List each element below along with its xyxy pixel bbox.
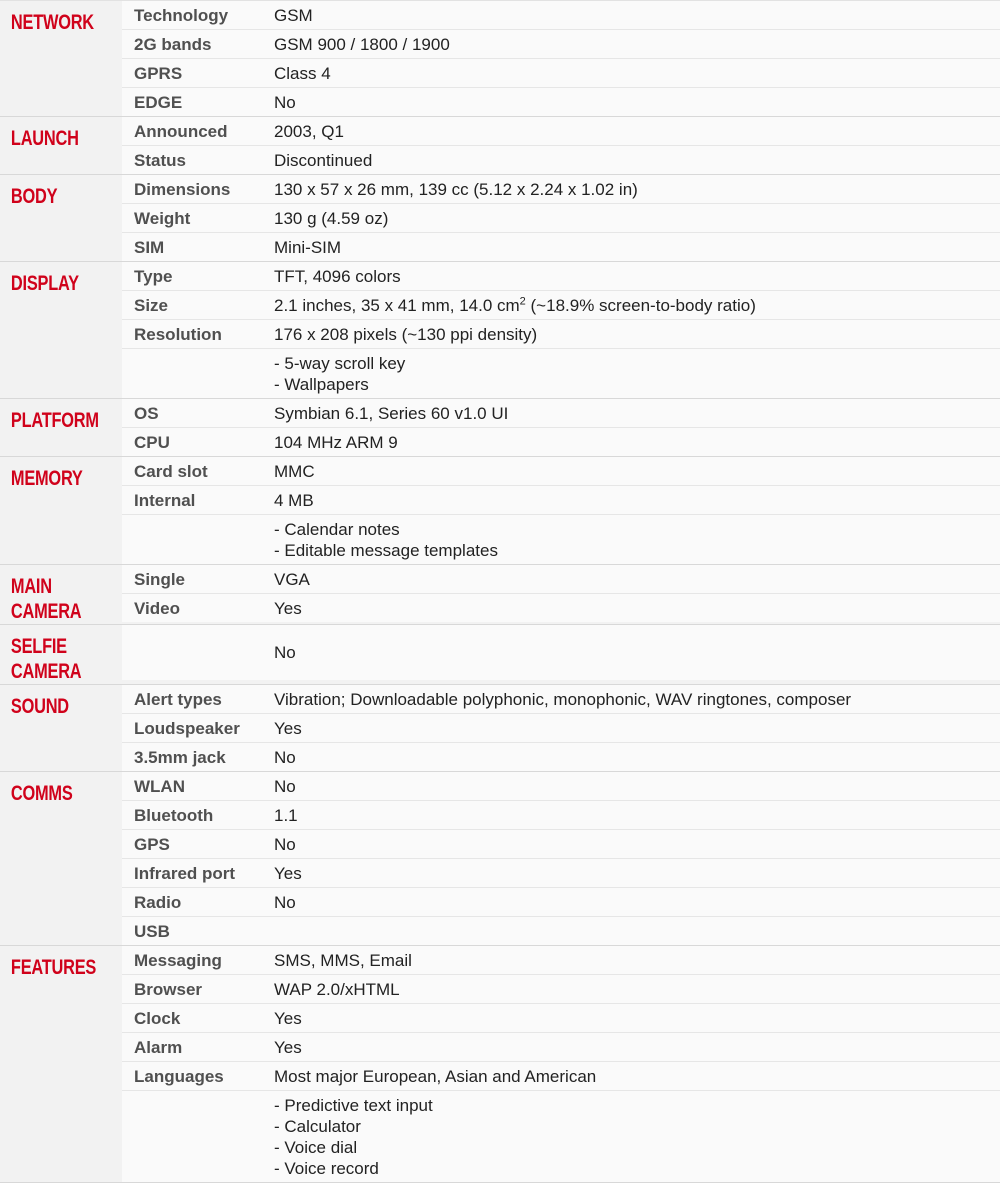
spec-label: Loudspeaker [134, 719, 240, 738]
spec-row [122, 916, 1000, 945]
spec-row [122, 232, 1000, 261]
section-rows [122, 399, 1000, 456]
spec-value: No [274, 93, 296, 112]
spec-value: 104 MHz ARM 9 [274, 433, 398, 452]
spec-value: VGA [274, 570, 310, 589]
spec-value: - 5-way scroll key - Wallpapers [274, 354, 406, 394]
spec-section [0, 0, 1000, 117]
spec-label [122, 349, 273, 398]
spec-label: Single [134, 570, 186, 589]
spec-value: No [274, 893, 296, 912]
spec-value: 4 MB [274, 491, 314, 510]
spec-label: OS [134, 404, 159, 423]
spec-value: 2003, Q1 [274, 122, 344, 141]
spec-value: SMS, MMS, Email [274, 951, 412, 970]
spec-row [122, 772, 1000, 800]
spec-label: Dimensions [134, 180, 231, 199]
section-title: BODY [10, 185, 58, 208]
spec-row [122, 565, 1000, 593]
spec-label: Internal [134, 491, 196, 510]
spec-value: - Predictive text input - Calculator - Voice dial - Voice record [274, 1096, 433, 1178]
spec-row [122, 457, 1000, 485]
spec-row [122, 742, 1000, 771]
spec-label: SIM [134, 238, 165, 257]
spec-label: Radio [134, 893, 182, 912]
spec-label [122, 1091, 273, 1182]
spec-row [122, 593, 1000, 622]
section-rows [122, 946, 1000, 1182]
spec-row [122, 1032, 1000, 1061]
spec-row [122, 145, 1000, 174]
spec-value: Yes [274, 1038, 302, 1057]
spec-label: WLAN [134, 777, 185, 796]
spec-value: TFT, 4096 colors [274, 267, 401, 286]
spec-value: Yes [274, 719, 302, 738]
spec-row [122, 399, 1000, 427]
spec-label: Infrared port [134, 864, 236, 883]
spec-row [122, 713, 1000, 742]
spec-row [122, 625, 1000, 680]
spec-value-superscript: 2 [519, 295, 526, 308]
spec-row [122, 87, 1000, 116]
spec-value: MMC [274, 462, 315, 481]
section-rows [122, 117, 1000, 174]
spec-section [0, 685, 1000, 772]
spec-label: Card slot [134, 462, 208, 481]
spec-value: - Calendar notes - Editable message templates [274, 520, 498, 560]
spec-value [273, 291, 1000, 319]
spec-section [0, 565, 1000, 625]
spec-value: No [274, 835, 296, 854]
spec-value [273, 917, 1000, 945]
spec-value: No [274, 748, 296, 767]
spec-section [0, 625, 1000, 685]
section-rows [122, 175, 1000, 261]
spec-section [0, 946, 1000, 1183]
spec-value: 130 x 57 x 26 mm, 139 cc (5.12 x 2.24 x 1.02 in) [274, 180, 638, 199]
spec-label: Clock [134, 1009, 181, 1028]
section-title: DISPLAY [10, 272, 79, 295]
spec-label: Size [134, 296, 169, 315]
spec-label: GPRS [134, 64, 183, 83]
section-rows [122, 565, 1000, 624]
spec-label: Bluetooth [134, 806, 214, 825]
section-title: SELFIE CAMERA [10, 635, 82, 683]
spec-row [122, 58, 1000, 87]
spec-row [122, 175, 1000, 203]
spec-row [122, 887, 1000, 916]
spec-value: No [274, 777, 296, 796]
section-title: MAIN CAMERA [10, 575, 82, 623]
spec-label: Video [134, 599, 180, 618]
spec-row [122, 829, 1000, 858]
spec-label: USB [134, 922, 170, 941]
section-rows [122, 685, 1000, 771]
section-title: NETWORK [10, 11, 94, 34]
spec-value-text-after: (~18.9% screen-to-body ratio) [525, 296, 756, 315]
spec-label: GPS [134, 835, 170, 854]
spec-row [122, 1061, 1000, 1090]
section-rows [122, 625, 1000, 684]
spec-label: Languages [134, 1067, 224, 1086]
spec-label: 2G bands [134, 35, 212, 54]
spec-row [122, 1, 1000, 29]
section-rows [122, 772, 1000, 945]
spec-label: Technology [134, 6, 229, 25]
spec-row [122, 1003, 1000, 1032]
spec-row [122, 514, 1000, 564]
spec-label [122, 515, 273, 564]
spec-label: EDGE [134, 93, 183, 112]
spec-row [122, 1090, 1000, 1182]
spec-label: Messaging [134, 951, 222, 970]
spec-label [122, 625, 273, 680]
spec-value: WAP 2.0/xHTML [274, 980, 400, 999]
spec-label: Weight [134, 209, 191, 228]
spec-section [0, 117, 1000, 175]
spec-value: Yes [274, 864, 302, 883]
spec-label: Status [134, 151, 186, 170]
spec-row [122, 685, 1000, 713]
spec-value: Symbian 6.1, Series 60 v1.0 UI [274, 404, 509, 423]
section-rows [122, 1, 1000, 116]
spec-label: Announced [134, 122, 228, 141]
spec-row [122, 485, 1000, 514]
spec-value: Mini-SIM [274, 238, 342, 257]
spec-value: GSM 900 / 1800 / 1900 [274, 35, 450, 54]
spec-label: Type [134, 267, 173, 286]
spec-row [122, 262, 1000, 290]
spec-value: 130 g (4.59 oz) [274, 209, 389, 228]
spec-label: Alarm [134, 1038, 183, 1057]
spec-row [122, 348, 1000, 398]
spec-value: Yes [274, 1009, 302, 1028]
spec-label: Alert types [134, 690, 222, 709]
section-rows [122, 262, 1000, 398]
spec-section [0, 175, 1000, 262]
spec-row [122, 203, 1000, 232]
spec-value: Yes [274, 599, 302, 618]
section-rows [122, 457, 1000, 564]
spec-value: Class 4 [274, 64, 331, 83]
section-title: PLATFORM [10, 409, 99, 432]
spec-row [122, 974, 1000, 1003]
spec-label: Browser [134, 980, 203, 999]
spec-value: 176 x 208 pixels (~130 ppi density) [274, 325, 538, 344]
spec-value: Most major European, Asian and American [274, 1067, 597, 1086]
spec-section [0, 772, 1000, 946]
section-title: FEATURES [10, 956, 97, 979]
section-title: SOUND [10, 695, 69, 718]
spec-row [122, 29, 1000, 58]
spec-section [0, 457, 1000, 565]
spec-value: No [274, 643, 296, 662]
spec-value: Discontinued [274, 151, 373, 170]
spec-label: 3.5mm jack [134, 748, 226, 767]
spec-row [122, 319, 1000, 348]
section-title: COMMS [10, 782, 73, 805]
spec-row [122, 946, 1000, 974]
spec-row [122, 800, 1000, 829]
spec-value: Vibration; Downloadable polyphonic, monophonic, WAV ringtones, composer [274, 690, 852, 709]
spec-label: CPU [134, 433, 170, 452]
spec-row [122, 117, 1000, 145]
spec-row [122, 858, 1000, 887]
spec-label: Resolution [134, 325, 222, 344]
spec-value: 1.1 [274, 806, 298, 825]
spec-section [0, 262, 1000, 399]
spec-value: GSM [274, 6, 313, 25]
spec-section [0, 399, 1000, 457]
section-title: MEMORY [10, 467, 83, 490]
spec-value-text: 2.1 inches, 35 x 41 mm, 14.0 cm [274, 296, 520, 315]
spec-row [122, 427, 1000, 456]
spec-row [122, 290, 1000, 319]
section-title: LAUNCH [10, 127, 79, 150]
